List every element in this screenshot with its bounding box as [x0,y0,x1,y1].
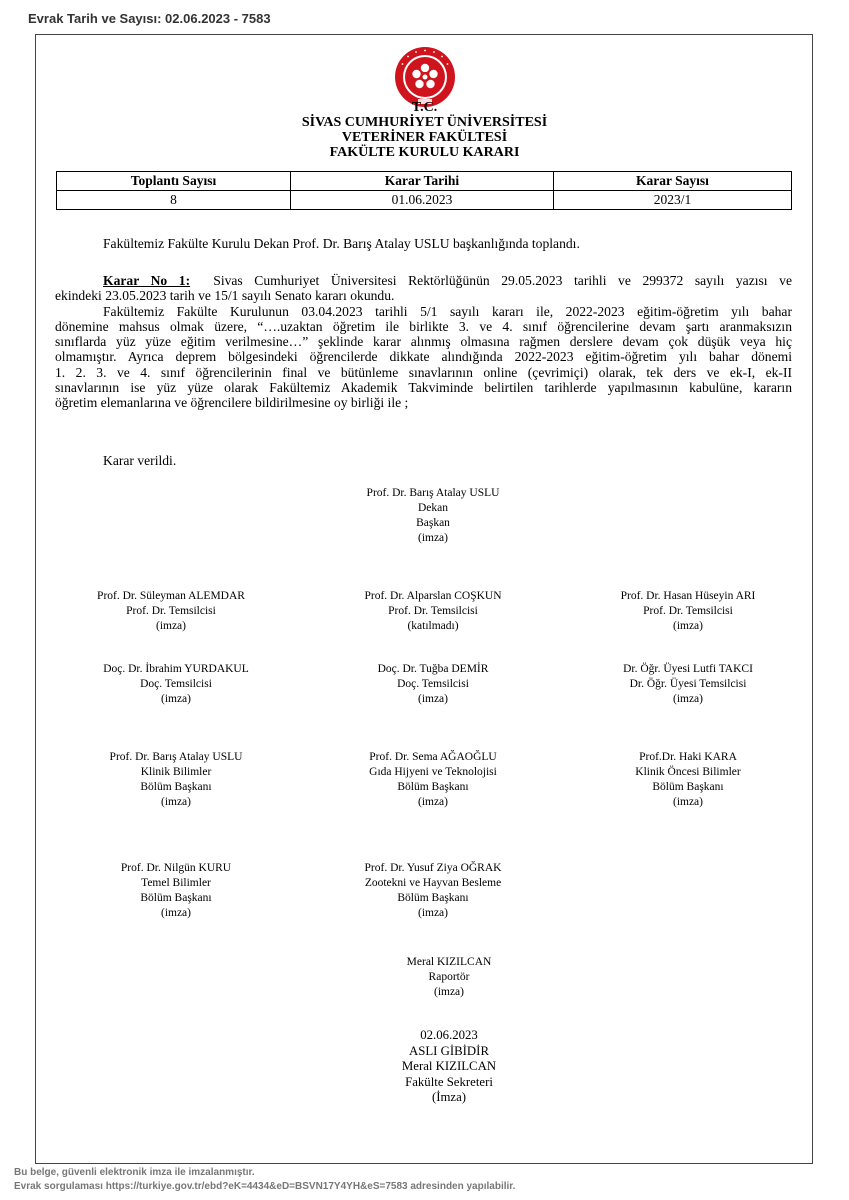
signature-title: Prof. Dr. Temsilcisi [643,605,733,617]
closing-text: Karar verildi. [103,453,177,468]
signature-name: Prof. Dr. Sema AĞAOĞLU [369,751,497,763]
decision-line: sınavlarının ise yüz yüze olarak Fakültemiz Akademik Takviminde belirtilen tarihlerde yapılmasının kabulüne, kararın [55,380,792,396]
signature-department: Zootekni ve Hayvan Besleme [364,877,502,889]
table-cell: 8 [57,191,291,210]
signature-role: Başkan [416,517,450,529]
signature-name: Prof. Dr. Barış Atalay USLU [109,751,243,763]
signature-name: Prof. Dr. Alparslan COŞKUN [364,590,502,602]
signature-block [313,662,553,707]
signature-status: (imza) [417,693,448,705]
signature-title: Bölüm Başkanı [140,892,212,904]
signature-title: Fakülte Sekreteri [405,1074,493,1089]
closing-paragraph [55,453,792,468]
signature-status: (imza) [160,693,191,705]
signature-status: (imza) [672,796,703,808]
header-title: FAKÜLTE KURULU KARARI [329,145,520,160]
signature-name: Prof. Dr. Süleyman ALEMDAR [97,590,245,602]
signature-title: Prof. Dr. Temsilcisi [388,605,478,617]
signature-title: Dr. Öğr. Üyesi Temsilcisi [629,678,747,690]
table-row [57,191,792,210]
signature-block [313,861,553,921]
university-seal-logo [394,46,456,108]
signature-department: Gıda Hijyeni ve Teknolojisi [369,766,497,778]
signature-status: (İmza) [431,1090,467,1104]
signature-department: Klinik Öncesi Bilimler [635,766,741,778]
signature-name: Doç. Dr. Tuğba DEMİR [377,663,489,675]
signature-rapporteur [329,955,569,1000]
decision-number: Karar No 1: [103,273,191,288]
signature-block [56,861,296,921]
signature-block [568,750,808,810]
signature-block [568,662,808,707]
decision-line: Fakültemiz Fakülte Kurulunun 03.04.2023 tarihli 5/1 sayılı kararı ile, 2022-2023 eğitim-öğretim yılı bahar [103,303,792,319]
signature-department: Klinik Bilimler [140,766,212,778]
footer-verification-link: Evrak sorgulaması https://turkiye.gov.tr/ebd?eK=4434&eD=BSVN17Y4YH&eS=7583 adresinden yapılabilir. [14,1181,516,1192]
signature-name: Doç. Dr. İbrahim YURDAKUL [103,663,249,675]
signature-status: (imza) [417,532,448,544]
signature-block [568,589,808,634]
signature-name: Prof. Dr. Hasan Hüseyin ARI [620,590,756,602]
decision-line [55,273,792,288]
decision-line: öğretim elemanlarına ve öğrencilere bildirilmesine oy birliği ile ; [55,395,409,411]
signature-title: Doç. Temsilcisi [140,678,212,690]
signature-status: (imza) [417,907,448,919]
decision-paragraph [55,273,792,411]
signature-block [56,750,296,810]
signature-status: (imza) [672,693,703,705]
signature-title: Doç. Temsilcisi [397,678,469,690]
decision-line: olmamıştır. Ayrıca deprem bölgesindeki öğrencilerde dikkate alındığında 2022-2023 eğitim-öğretim yılı bahar dönemi [55,349,792,365]
table-cell: 01.06.2023 [291,191,554,210]
document-reference: Evrak Tarih ve Sayısı: 02.06.2023 - 7583 [28,11,271,26]
signature-block [51,589,291,634]
signature-title: Dekan [417,502,448,514]
signature-name: Dr. Öğr. Üyesi Lutfi TAKCI [623,663,753,675]
signature-status: (imza) [433,986,464,998]
signature-name: Prof. Dr. Yusuf Ziya OĞRAK [364,862,502,874]
signature-title: Bölüm Başkanı [397,781,469,793]
signature-status: (imza) [417,796,448,808]
signature-name: Prof. Dr. Barış Atalay USLU [366,487,500,499]
signature-block [313,750,553,810]
meeting-info-table [56,171,792,210]
signature-status: (katılmadı) [407,620,459,632]
signature-name: Prof. Dr. Nilgün KURU [120,862,232,874]
signature-status: (imza) [160,796,191,808]
decision-line: ekindeki 23.05.2023 tarih ve 15/1 sayılı Senato kararı okundu. [55,288,395,304]
signature-block [56,662,296,707]
header-faculty: VETERİNER FAKÜLTESİ [341,130,508,145]
signature-secretary [329,1028,569,1106]
signature-status: (imza) [672,620,703,632]
decision-text: Sivas Cumhuriyet Üniversitesi Rektörlüğünün 29.05.2023 tarihli ve 299372 sayılı yazısı ve [213,273,792,288]
table-header: Karar Sayısı [554,172,792,191]
decision-line: dönemine mahsus olmak üzere, “….uzaktan öğretim ile birlikte 3. ve 4. sınıf öğrencilerine devam şartı aranmaksızın [55,318,792,334]
decision-line: 1. 2. 3. ve 4. sınıf öğrencilerinin final ve bütünleme sınavlarının online (çevrimiçi) olarak, tek ders ve ek-I, ek-II [55,364,792,380]
signature-block [313,589,553,634]
intro-text: Fakültemiz Fakülte Kurulu Dekan Prof. Dr. Barış Atalay USLU başkanlığında toplandı. [103,236,580,251]
certification-date: 02.06.2023 [420,1028,478,1042]
signature-status: (imza) [155,620,186,632]
signature-name: Prof.Dr. Haki KARA [639,751,737,763]
signature-name: Meral KIZILCAN [406,956,492,968]
intro-paragraph [55,236,792,251]
decision-line: sınıflarda yüz yüze eğitim verilmesine…” şeklinde karar alınmış olmasına rağmen derslere devam çok düşük veya hiç [55,334,792,350]
header-university: SİVAS CUMHURİYET ÜNİVERSİTESİ [301,115,548,130]
footer-esign-note: Bu belge, güvenli elektronik imza ile imzalanmıştır. [14,1167,255,1178]
signature-name: Meral KIZILCAN [401,1059,497,1073]
table-header-row [57,172,792,191]
signature-title: Raportör [428,971,470,983]
table-header: Toplantı Sayısı [57,172,291,191]
signature-title: Bölüm Başkanı [397,892,469,904]
signature-title: Bölüm Başkanı [652,781,724,793]
header-tc: T.C. [411,100,438,115]
signature-status: (imza) [160,907,191,919]
certification-note: ASLI GİBİDİR [409,1043,489,1058]
table-header: Karar Tarihi [291,172,554,191]
signature-title: Prof. Dr. Temsilcisi [126,605,216,617]
table-cell: 2023/1 [554,191,792,210]
signature-title: Bölüm Başkanı [140,781,212,793]
signature-dean [313,486,553,546]
signature-department: Temel Bilimler [141,877,211,889]
